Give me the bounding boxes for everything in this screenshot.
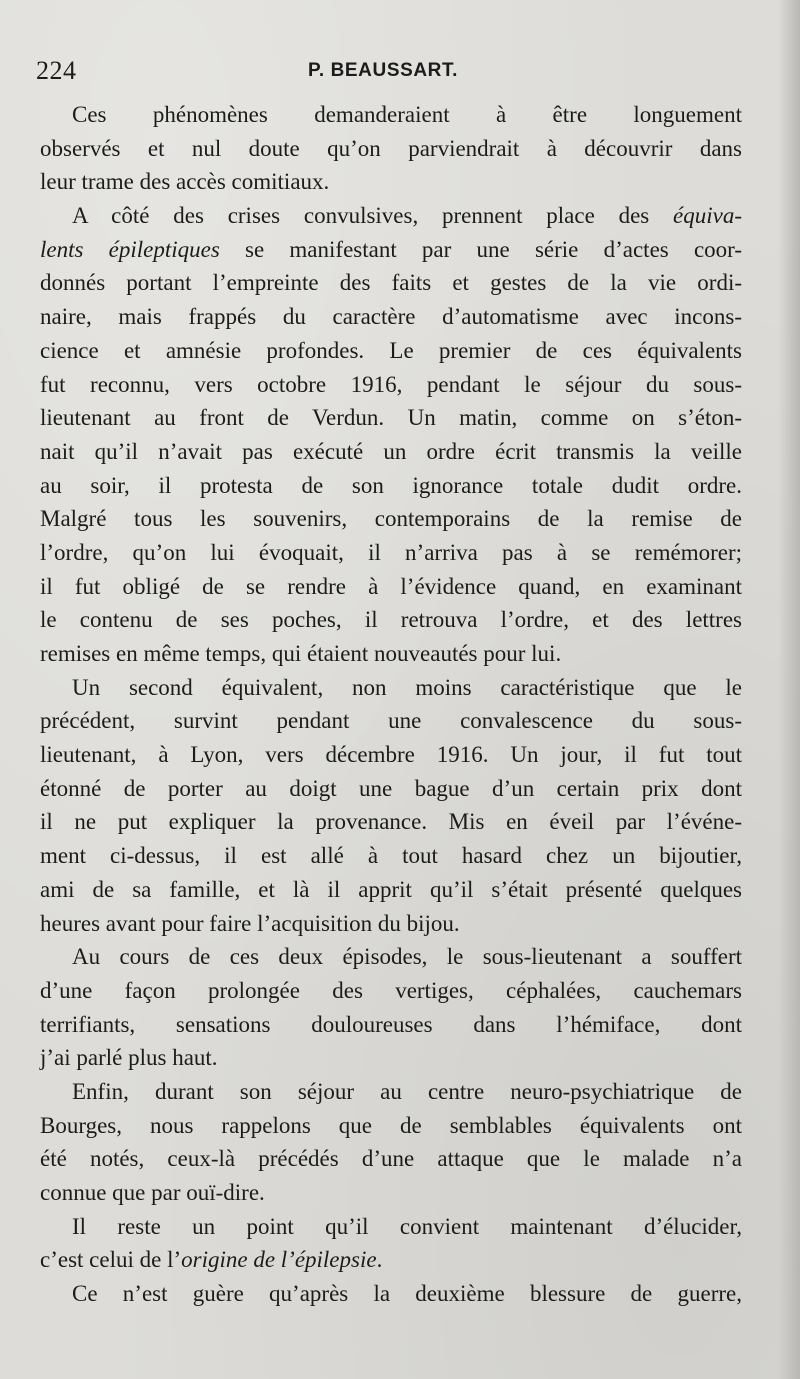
- page-header: [36, 54, 736, 88]
- text-line: A côté des crises convulsives, prennent place des équiva-: [72, 203, 742, 229]
- text-line: j’ai parlé plus haut.: [40, 1045, 218, 1071]
- text-line: lents épileptiques se manifestant par une série d’actes coor-: [40, 236, 743, 262]
- text-line: été notés, ceux-là précédés d’une attaque que le malade n’a: [40, 1146, 742, 1172]
- text-line: Enfin, durant son séjour au centre neuro-psychiatrique de: [72, 1078, 742, 1104]
- text-line: précédent, survint pendant une convalescence du sous-: [40, 708, 742, 734]
- text-line: Ces phénomènes demanderaient à être longuement: [72, 102, 742, 127]
- text-line: c’est celui de l’origine de l’épilepsie.: [40, 1247, 383, 1273]
- text-line: nait qu’il n’avait pas exécuté un ordre écrit transmis la veille: [40, 438, 742, 464]
- text-line: leur trame des accès comitiaux.: [40, 169, 330, 195]
- text-line: connue que par ouï-dire.: [40, 1180, 265, 1205]
- text-line: Un second équivalent, non moins caractéristique que le: [72, 674, 742, 700]
- page-edge-shadow: [778, 0, 800, 1379]
- italic-term: lents épileptiques: [40, 236, 220, 262]
- text-line: Malgré tous les souvenirs, contemporains de la remise de: [40, 506, 742, 532]
- text-line: remises en même temps, qui étaient nouveautés pour lui.: [40, 641, 562, 666]
- italic-term: équiva-: [673, 203, 742, 229]
- text-line: cience et amnésie profondes. Le premier de ces équivalents: [40, 337, 742, 363]
- text-line: l’ordre, qu’on lui évoquait, il n’arriva pas à se remémorer;: [40, 539, 742, 565]
- text-line: heures avant pour faire l’acquisition du bijou.: [40, 910, 460, 936]
- text-line: lieutenant, à Lyon, vers décembre 1916. Un jour, il fut tout: [40, 742, 742, 768]
- text-line: ment ci-dessus, il est allé à tout hasard chez un bijoutier,: [40, 843, 742, 869]
- text-line: naire, mais frappés du caractère d’automatisme avec incons-: [40, 304, 742, 330]
- text-line: Bourges, nous rappelons que de semblables équivalents ont: [40, 1112, 742, 1138]
- text-line: Au cours de ces deux épisodes, le sous-lieutenant a souffert: [72, 944, 742, 970]
- text-line: observés et nul doute qu’on parviendrait à découvrir dans: [40, 135, 742, 161]
- text-line: lieutenant au front de Verdun. Un matin, comme on s’éton-: [40, 405, 742, 431]
- text-line: Il reste un point qu’il convient maintenant d’élucider,: [72, 1213, 742, 1239]
- body-text: [40, 98, 742, 1311]
- text-line: étonné de porter au doigt une bague d’un certain prix dont: [40, 775, 742, 801]
- text-line: le contenu de ses poches, il retrouva l’ordre, et des lettres: [40, 607, 742, 633]
- running-head: P. BEAUSSART.: [308, 60, 458, 81]
- text-line: terrifiants, sensations douloureuses dans l’hémiface, dont: [40, 1011, 742, 1037]
- text-line: il fut obligé de se rendre à l’évidence quand, en examinant: [40, 573, 742, 599]
- text-line: Ce n’est guère qu’après la deuxième blessure de guerre,: [72, 1281, 742, 1307]
- text-line: fut reconnu, vers octobre 1916, pendant le séjour du sous-: [40, 371, 742, 397]
- page-number: 224: [36, 56, 77, 85]
- text-line: d’une façon prolongée des vertiges, céphalées, cauchemars: [40, 977, 742, 1003]
- italic-term: origine de l’épilepsie: [181, 1247, 377, 1273]
- text-line: il ne put expliquer la provenance. Mis en éveil par l’événe-: [40, 809, 742, 835]
- text-line: ami de sa famille, et là il apprit qu’il s’était présenté quelques: [40, 876, 742, 902]
- text-line: au soir, il protesta de son ignorance totale dudit ordre.: [40, 472, 742, 498]
- text-line: donnés portant l’empreinte des faits et gestes de la vie ordi-: [40, 270, 742, 296]
